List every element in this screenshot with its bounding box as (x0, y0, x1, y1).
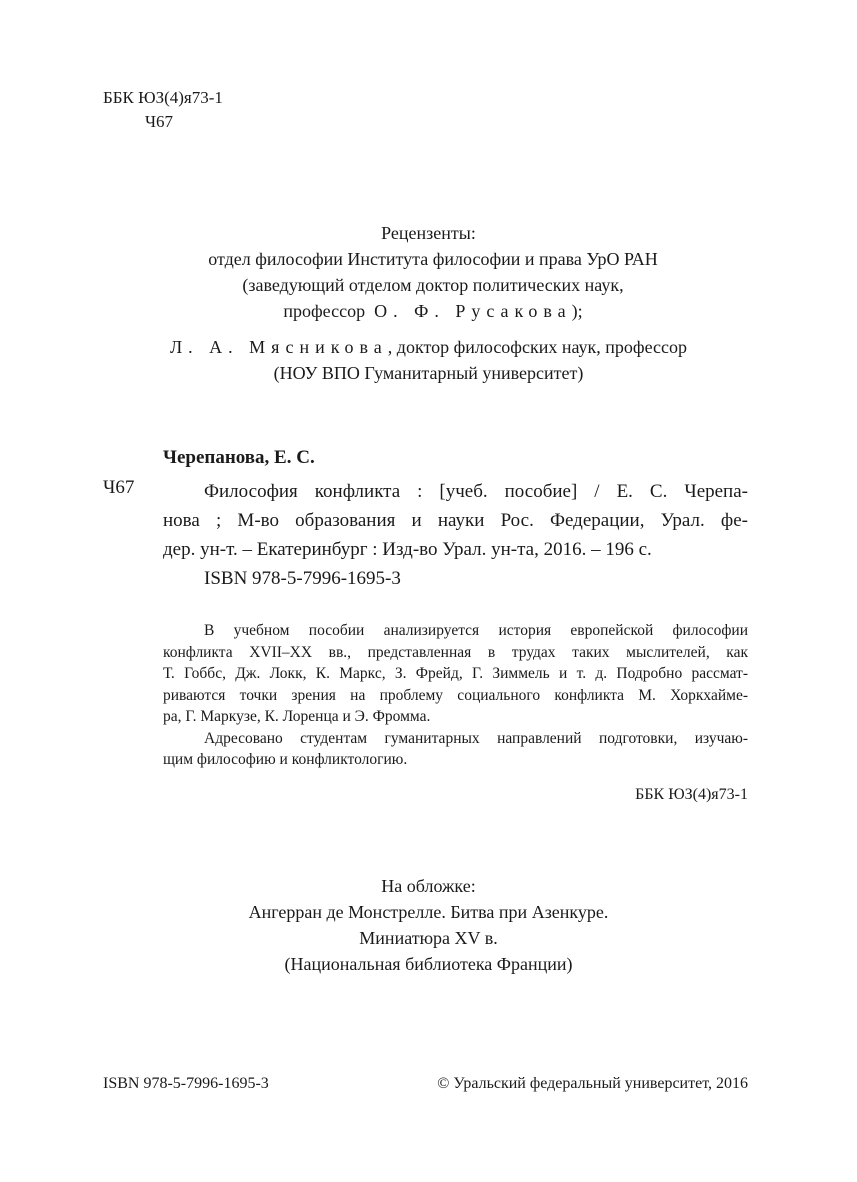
biblio-line-2: нова ; М-во образования и науки Рос. Федерации, Урал. фе- (163, 510, 748, 531)
cover-artwork: Ангерран де Монстрелле. Битва при Азенкуре. (248, 902, 609, 922)
abstract-line: щим философию и конфликтологию. (163, 751, 408, 768)
footer-isbn: ISBN 978-5-7996-1695-3 (103, 1075, 269, 1092)
abstract (163, 620, 748, 771)
abstract-line: Т. Гоббс, Дж. Локк, К. Маркс, З. Фрейд, Г. Зиммель и т. д. Подробно рассмат- (163, 665, 748, 682)
bbk-code: ББК ЮЗ(4)я73-1 (103, 88, 223, 107)
author-mark: Ч67 (145, 112, 174, 131)
bibliographic-description (163, 477, 748, 593)
entry-author: Черепанова, Е. С. (163, 447, 315, 468)
reviewer-2-line1 (0, 334, 857, 360)
cover-note (0, 873, 857, 977)
reviewer-1-title: профессор (283, 301, 366, 321)
abstract-line: Адресовано студентам гуманитарных направлений подготовки, изучаю- (204, 729, 748, 747)
reviewer-2-credentials: , доктор философских наук, профессор (387, 337, 688, 357)
abstract-line: конфликта XVII–XX вв., представленная в трудах таких мыслителей, как (163, 643, 748, 661)
reviewer-1-line2: (заведующий отделом доктор политических наук, (242, 275, 624, 295)
reviewers-heading: Рецензенты: (381, 223, 476, 243)
reviewers-block (0, 220, 857, 386)
reviewer-1-name: О. Ф. Русакова (374, 301, 572, 321)
bbk-classification-right: ББК ЮЗ(4)я73-1 (635, 786, 748, 803)
biblio-line-1: Философия конфликта : [учеб. пособие] / Е. С. Черепа- (204, 481, 748, 502)
reviewer-1-suffix: ); (571, 301, 583, 321)
abstract-line: ра, Г. Маркузе, К. Лоренца и Э. Фромма. (163, 708, 431, 725)
entry-index: Ч67 (103, 477, 135, 498)
reviewer-1-line3 (163, 298, 703, 324)
biblio-line-3: дер. ун-т. – Екатеринбург : Изд-во Урал. ун-та, 2016. – 196 с. (163, 539, 652, 560)
abstract-line: В учебном пособии анализируется история европейской философии (204, 622, 748, 639)
footer-copyright: © Уральский федеральный университет, 2016 (437, 1075, 748, 1092)
reviewer-2-line2: (НОУ ВПО Гуманитарный университет) (273, 363, 584, 383)
biblio-isbn: ISBN 978-5-7996-1695-3 (204, 568, 401, 589)
reviewer-1 (163, 246, 703, 324)
reviewer-1-line1: отдел философии Института философии и права УрО РАН (208, 249, 658, 269)
cover-miniature: Миниатюра XV в. (359, 928, 498, 948)
abstract-line: риваются точки зрения на проблему социального конфликта М. Хоркхайме- (163, 686, 748, 704)
cover-source: (Национальная библиотека Франции) (284, 954, 573, 974)
bbk-classification-top (103, 86, 223, 134)
reviewer-2-name: Л. А. Мясникова (169, 337, 388, 357)
cover-heading: На обложке: (381, 876, 476, 896)
